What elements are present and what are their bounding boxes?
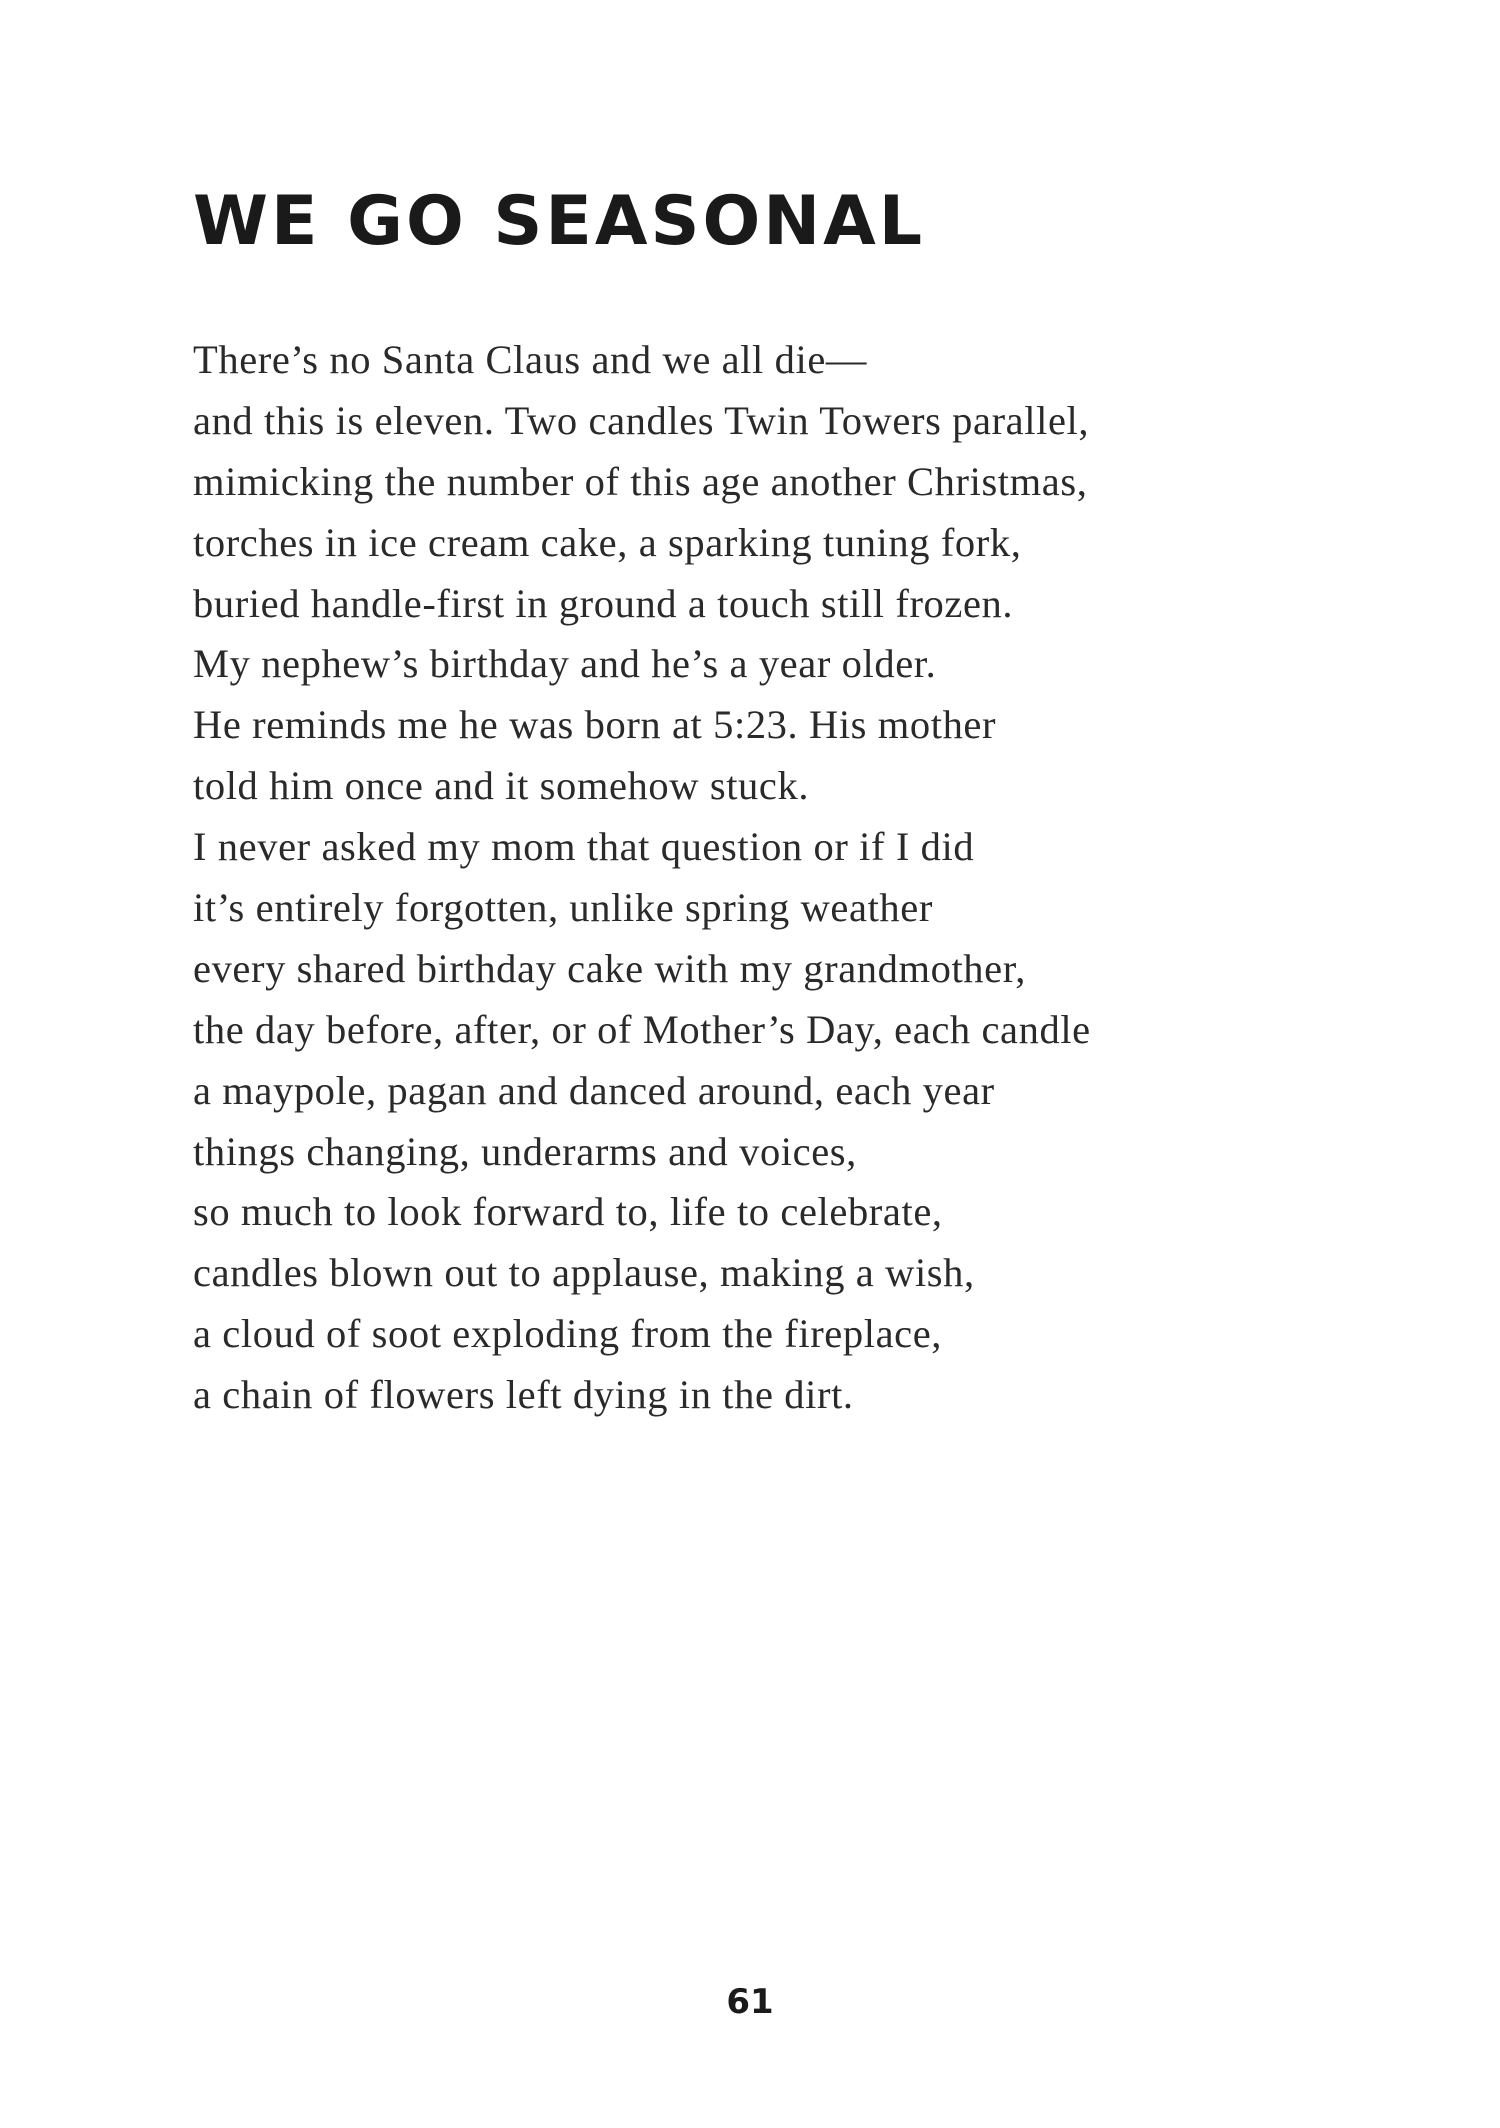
poem-line: told him once and it somehow stuck. xyxy=(193,763,810,809)
poem-line: candles blown out to applause, making a wish, xyxy=(193,1250,975,1296)
poem-line: every shared birthday cake with my grandmother, xyxy=(193,945,1026,991)
poem-line: torches in ice cream cake, a sparking tuning fork, xyxy=(193,519,1022,565)
poem-line: a maypole, pagan and danced around, each year xyxy=(193,1067,995,1113)
poem-line: a chain of flowers left dying in the dirt. xyxy=(193,1372,854,1418)
poem-title: WE GO SEASONAL xyxy=(193,182,926,261)
poem-line: mimicking the number of this age another Christmas, xyxy=(193,458,1088,504)
poem-line: My nephew’s birthday and he’s a year older. xyxy=(193,641,937,687)
page-number: 61 xyxy=(726,1982,774,2022)
poem-line: I never asked my mom that question or if I did xyxy=(193,824,975,870)
poem-line: There’s no Santa Claus and we all die— xyxy=(193,337,868,382)
poem-line: so much to look forward to, life to celebrate, xyxy=(193,1189,943,1235)
poem-line: it’s entirely forgotten, unlike spring weather xyxy=(193,885,933,931)
poem-line: and this is eleven. Two candles Twin Towers parallel, xyxy=(193,397,1090,443)
poem-line: the day before, after, or of Mother’s Day, each candle xyxy=(193,1006,1091,1052)
poem-line: a cloud of soot exploding from the fireplace, xyxy=(193,1311,943,1357)
poem-body xyxy=(193,330,1313,1426)
poem-line: buried handle-first in ground a touch still frozen. xyxy=(193,580,1014,626)
poem-line: things changing, underarms and voices, xyxy=(193,1128,857,1174)
poem-line: He reminds me he was born at 5:23. His mother xyxy=(193,702,997,748)
